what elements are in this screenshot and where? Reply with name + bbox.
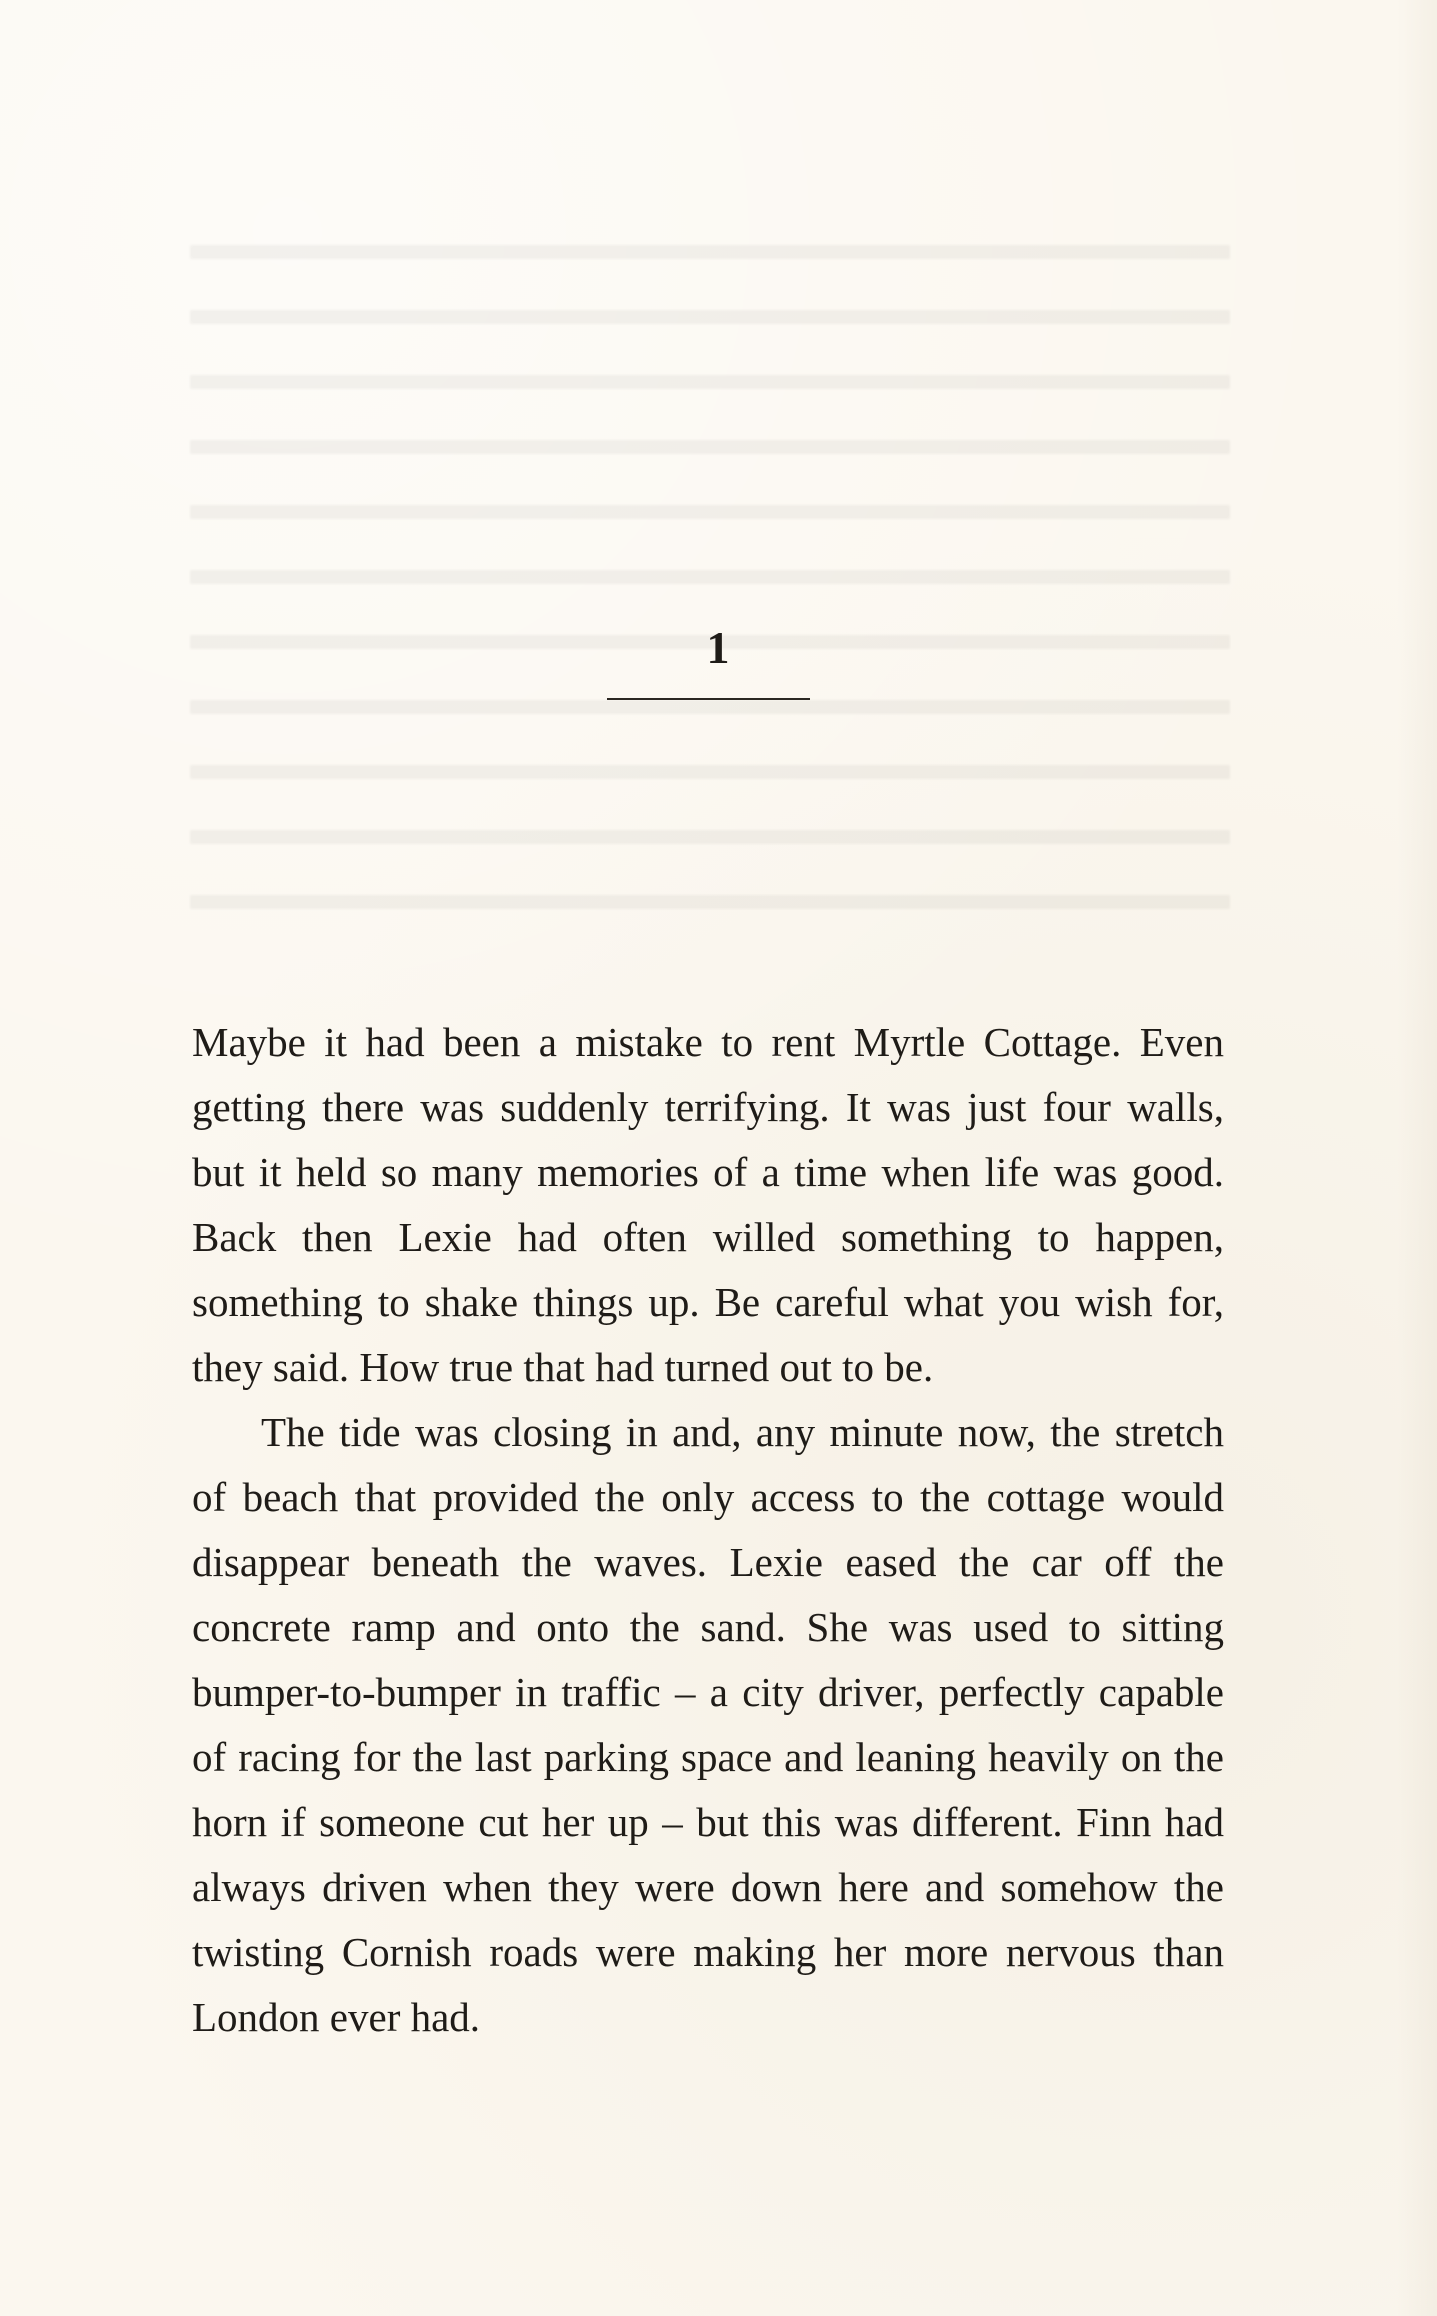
- chapter-body: [192, 1010, 1224, 2050]
- paragraph-1: Maybe it had been a mistake to rent Myrtle Cottage. Even getting there was suddenly terrifying. It was just four walls, but it held so many memories of a time when life was good. Back then Lexie had often willed something to happen, something to shake things up. Be careful what you wish for, they said. How true that had turned out to be.: [192, 1019, 1224, 1390]
- chapter-divider: [607, 698, 810, 700]
- show-through-text: [190, 245, 1230, 945]
- page-edge-shadow: [1397, 0, 1437, 2316]
- chapter-number: 1: [706, 622, 731, 673]
- paragraph-2: The tide was closing in and, any minute now, the stretch of beach that provided the only access to the cottage would disappear beneath the waves. Lexie eased the car off the concrete ramp and onto the sand. She was used to sitting bumper-to-bumper in traffic – a city driver, perfectly capable of racing for the last parking space and leaning heavily on the horn if someone cut her up – but this was different. Finn had always driven when they were down here and somehow the twisting Cornish roads were making her more nervous than London ever had.: [192, 1409, 1224, 2040]
